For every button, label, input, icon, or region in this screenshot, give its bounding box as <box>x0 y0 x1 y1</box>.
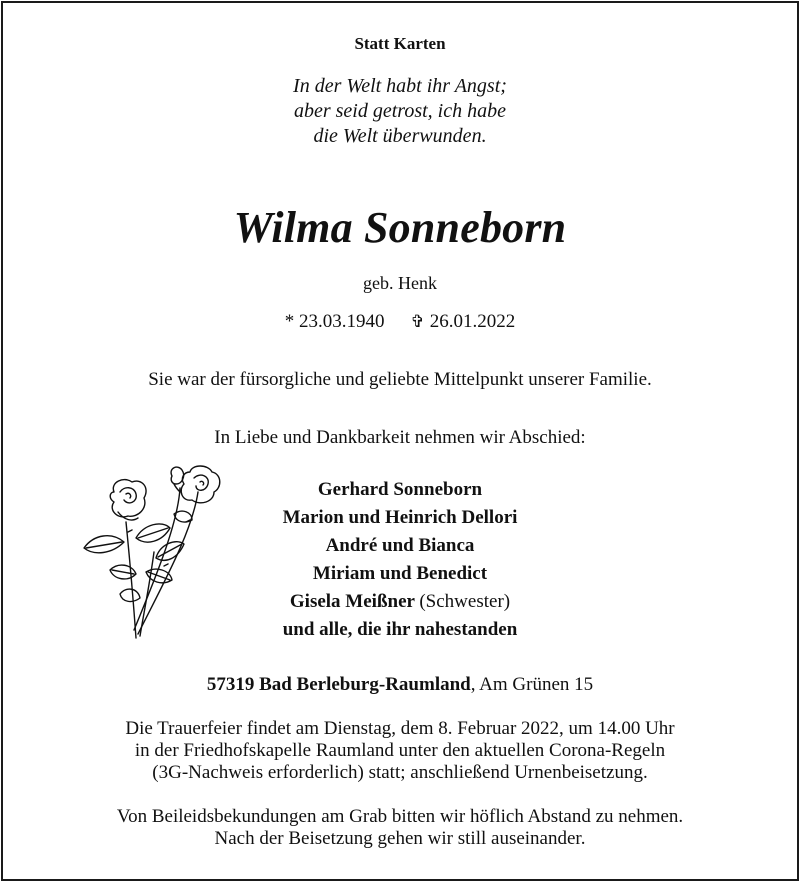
closing-note <box>0 806 800 850</box>
address-city: 57319 Bad Berleburg-Raumland <box>206 674 471 695</box>
mourner-name: Gerhard Sonneborn <box>317 479 483 500</box>
deceased-name: Wilma Sonneborn <box>233 203 567 252</box>
mourner-name: Marion und Heinrich Dellori <box>282 507 518 528</box>
closing-line: Nach der Beisetzung gehen wir still auseinander. <box>214 828 586 849</box>
verse-line: In der Welt habt ihr Angst; <box>293 75 507 97</box>
mourners-closing: und alle, die ihr nahestanden <box>282 619 518 640</box>
service-info <box>0 718 800 784</box>
relation-note: (Schwester) <box>419 591 511 612</box>
bible-verse <box>0 74 800 149</box>
death-date-group <box>411 311 516 332</box>
mourner-sister-line <box>0 588 800 616</box>
death-date: 26.01.2022 <box>429 311 516 332</box>
mourner-name: Gisela Meißner <box>289 591 415 612</box>
life-dates <box>0 311 800 333</box>
cross-icon: ✞ <box>410 312 425 332</box>
verse-line: aber seid getrost, ich habe <box>293 100 506 122</box>
mourner-name: André und Bianca <box>325 535 475 556</box>
verse-line: die Welt überwunden. <box>313 125 487 147</box>
header-text: Statt Karten <box>354 34 446 53</box>
service-line: in der Friedhofskapelle Raumland unter den aktuellen Corona-Regeln <box>134 740 666 761</box>
mourner-name: Miriam und Benedict <box>312 563 488 584</box>
service-line: (3G-Nachweis erforderlich) statt; anschließend Urnenbeisetzung. <box>152 762 648 783</box>
tribute-text: Sie war der fürsorgliche und geliebte Mittelpunkt unserer Familie. <box>148 369 652 390</box>
closing-line: Von Beileidsbekundungen am Grab bitten wir höflich Abstand zu nehmen. <box>116 806 684 827</box>
address-line <box>0 674 800 696</box>
mourners-list <box>0 476 800 644</box>
service-line: Die Trauerfeier findet am Dienstag, dem 8. Februar 2022, um 14.00 Uhr <box>125 718 675 739</box>
birth-date: * 23.03.1940 <box>284 311 385 332</box>
maiden-name: geb. Henk <box>363 273 437 293</box>
farewell-text: In Liebe und Dankbarkeit nehmen wir Abschied: <box>214 427 586 448</box>
address-street: , Am Grünen 15 <box>470 674 594 695</box>
